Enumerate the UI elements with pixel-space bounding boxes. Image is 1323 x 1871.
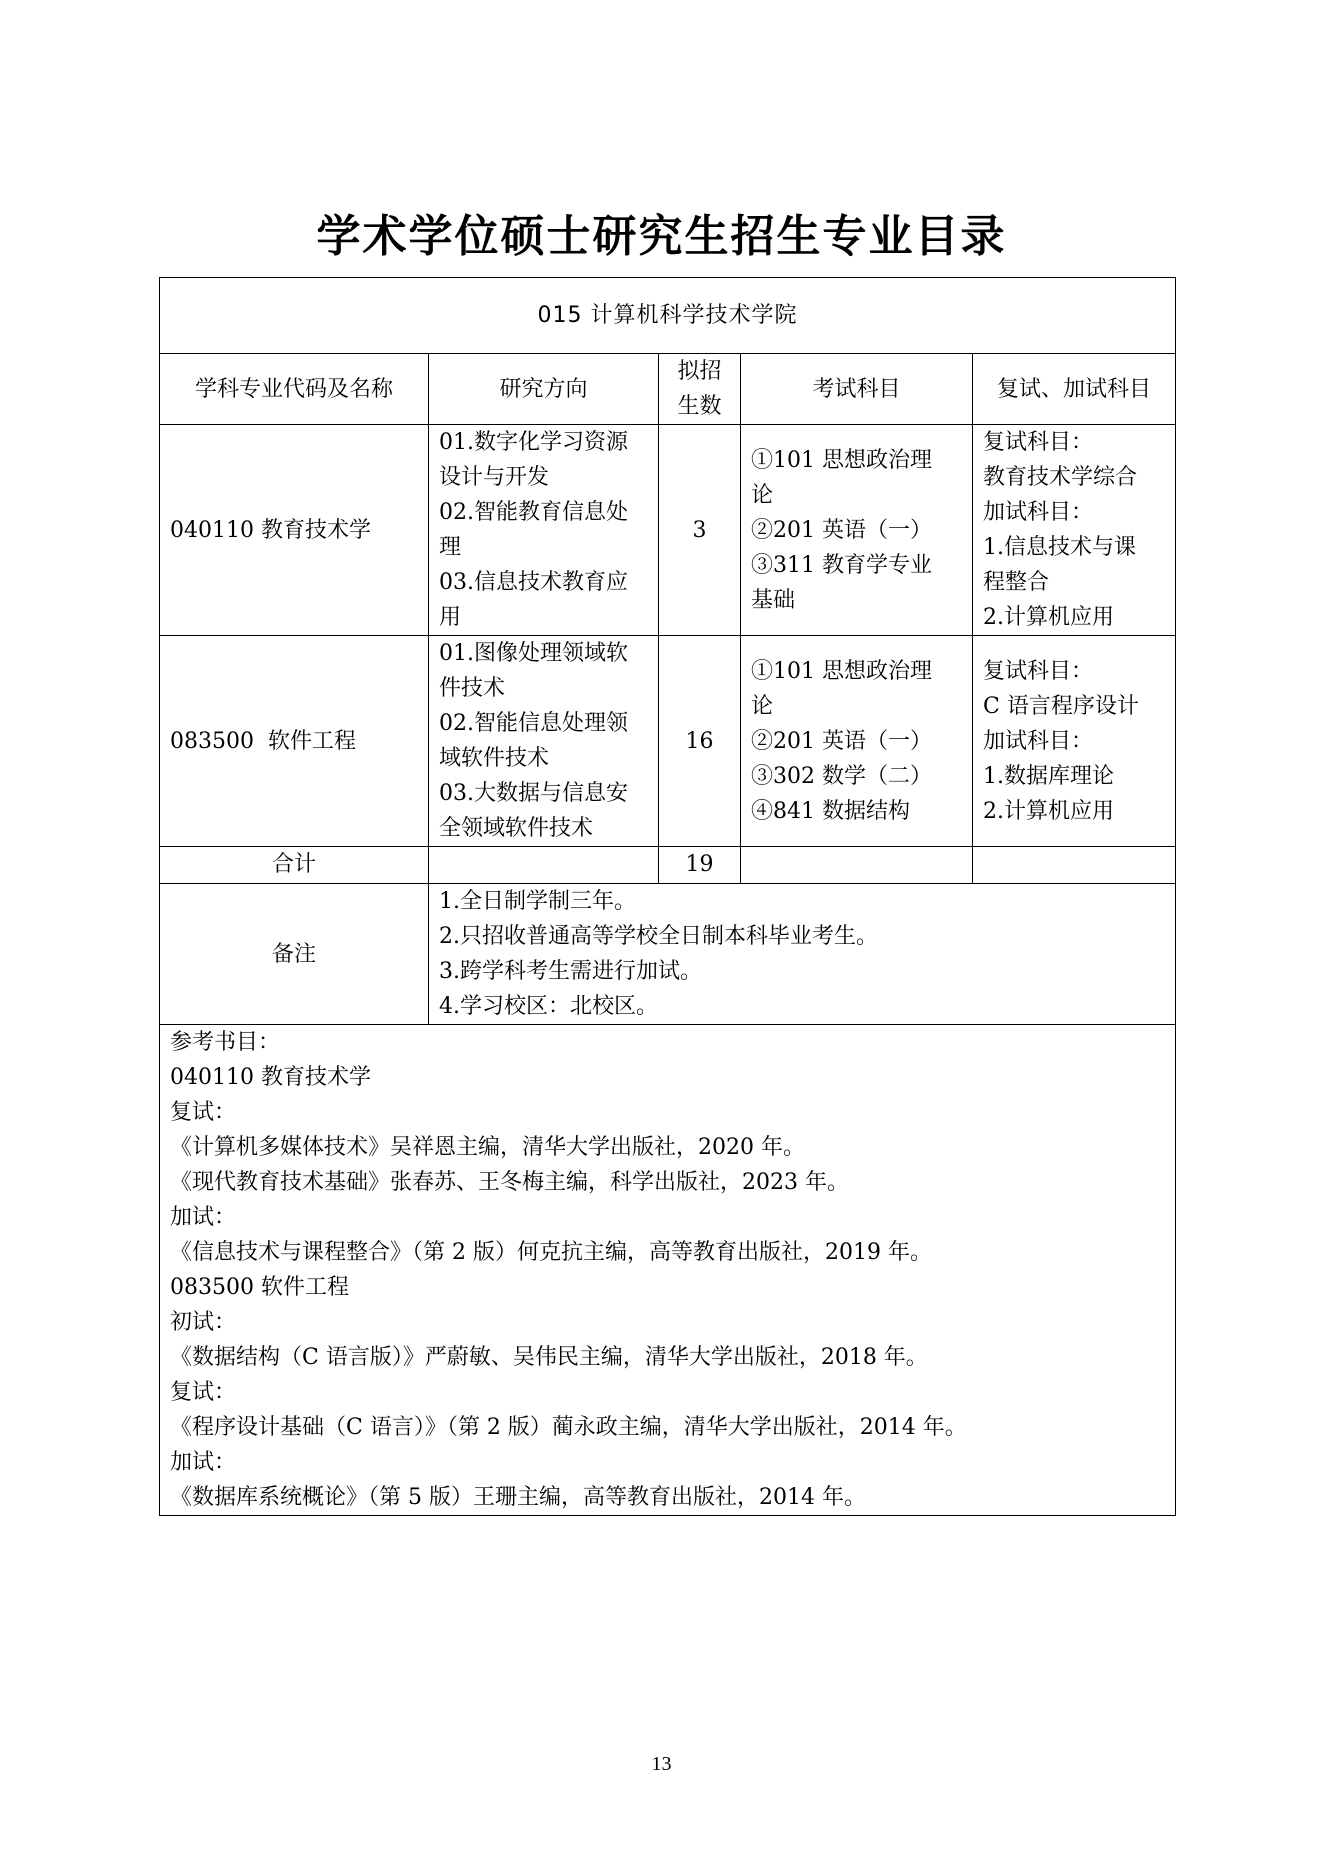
- header-quota-line1: 拟招: [677, 359, 722, 384]
- remarks-row: [160, 884, 1176, 1025]
- retest-line: 复试科目：: [983, 658, 1094, 684]
- page-number: 13: [651, 1753, 672, 1775]
- header-row: [160, 354, 1176, 425]
- direction-cell: [429, 636, 659, 847]
- quota-cell: 3: [659, 425, 741, 636]
- reference-line: 加试：: [170, 1450, 237, 1475]
- direction-line: 02.智能信息处理领: [439, 711, 628, 736]
- reference-line: 《数据结构（C 语言版）》严蔚敏、吴伟民主编，清华大学出版社，2018 年。: [170, 1345, 928, 1370]
- catalog-table: [159, 277, 1176, 1516]
- exam-line: ④841 数据结构: [751, 798, 910, 824]
- reference-line: 初试：: [170, 1310, 237, 1335]
- direction-line: 03.大数据与信息安: [439, 781, 628, 806]
- reference-line: 083500 软件工程: [170, 1275, 349, 1300]
- reference-line: 《数据库系统概论》（第 5 版）王珊主编，高等教育出版社，2014 年。: [170, 1485, 866, 1510]
- retest-line: 1.信息技术与课: [983, 535, 1136, 560]
- header-quota-line2: 生数: [677, 394, 722, 419]
- retest-line: 2.计算机应用: [983, 605, 1114, 630]
- major-cell: 083500 软件工程: [160, 636, 429, 847]
- reference-line: 《计算机多媒体技术》吴祥恩主编，清华大学出版社，2020 年。: [170, 1135, 805, 1160]
- total-empty-cell: [429, 847, 659, 884]
- exam-cell: [741, 636, 973, 847]
- retest-line: 2.计算机应用: [983, 798, 1114, 824]
- retest-line: 加试科目：: [983, 500, 1094, 525]
- reference-line: 《现代教育技术基础》张春苏、王冬梅主编，科学出版社，2023 年。: [170, 1170, 849, 1195]
- exam-line: ①101 思想政治理: [751, 447, 932, 473]
- retest-cell: [973, 636, 1176, 847]
- retest-line: 复试科目：: [983, 430, 1094, 455]
- direction-line: 域软件技术: [439, 746, 550, 771]
- header-major: 学科专业代码及名称: [160, 354, 429, 425]
- retest-line: 程整合: [983, 570, 1050, 595]
- direction-line: 01.数字化学习资源: [439, 430, 628, 455]
- total-quota: 19: [659, 847, 741, 884]
- exam-line: 基础: [751, 587, 796, 613]
- total-empty-cell: [973, 847, 1176, 884]
- college-name: 015 计算机科学技术学院: [160, 278, 1176, 354]
- header-direction: 研究方向: [429, 354, 659, 425]
- exam-cell: [741, 425, 973, 636]
- direction-line: 03.信息技术教育应: [439, 570, 628, 595]
- retest-line: 1.数据库理论: [983, 763, 1114, 789]
- direction-line: 设计与开发: [439, 465, 550, 490]
- page-title: 学术学位硕士研究生招生专业目录: [316, 211, 1007, 262]
- quota-cell: 16: [659, 636, 741, 847]
- total-empty-cell: [741, 847, 973, 884]
- remark-item: 3.跨学科考生需进行加试。: [439, 959, 702, 984]
- reference-line: 复试：: [170, 1380, 237, 1405]
- reference-line: 复试：: [170, 1100, 237, 1125]
- remark-item: 4.学习校区：北校区。: [439, 994, 658, 1019]
- header-retest: 复试、加试科目: [973, 354, 1176, 425]
- exam-line: ②201 英语（一）: [751, 517, 932, 543]
- table-row: [160, 636, 1176, 847]
- retest-cell: [973, 425, 1176, 636]
- exam-line: 论: [751, 693, 774, 719]
- retest-line: 加试科目：: [983, 728, 1094, 754]
- total-row: [160, 847, 1176, 884]
- total-label: 合计: [160, 847, 429, 884]
- reference-line: 《信息技术与课程整合》（第 2 版）何克抗主编，高等教育出版社，2019 年。: [170, 1240, 932, 1265]
- header-exam: 考试科目: [741, 354, 973, 425]
- direction-line: 理: [439, 535, 462, 560]
- table-row: [160, 425, 1176, 636]
- reference-line: 加试：: [170, 1205, 237, 1230]
- major-cell: 040110 教育技术学: [160, 425, 429, 636]
- reference-line: 《程序设计基础（C 语言）》（第 2 版）蔺永政主编，清华大学出版社，2014 年。: [170, 1415, 967, 1440]
- exam-line: ①101 思想政治理: [751, 658, 932, 684]
- remarks-cell: [429, 884, 1176, 1025]
- direction-line: 件技术: [439, 676, 506, 701]
- direction-line: 用: [439, 605, 462, 630]
- direction-line: 01.图像处理领域软: [439, 641, 628, 666]
- exam-line: ③302 数学（二）: [751, 763, 932, 789]
- exam-line: ②201 英语（一）: [751, 728, 932, 754]
- header-quota: [659, 354, 741, 425]
- exam-line: ③311 教育学专业: [751, 552, 932, 578]
- retest-line: 教育技术学综合: [983, 465, 1138, 490]
- direction-line: 全领域软件技术: [439, 816, 594, 841]
- remarks-label: 备注: [160, 884, 429, 1025]
- reference-line: 040110 教育技术学: [170, 1065, 371, 1090]
- remark-item: 2.只招收普通高等学校全日制本科毕业考生。: [439, 924, 878, 949]
- remark-item: 1.全日制学制三年。: [439, 889, 636, 914]
- references-row: [160, 1025, 1176, 1516]
- direction-line: 02.智能教育信息处: [439, 500, 628, 525]
- references-cell: [160, 1025, 1176, 1516]
- direction-cell: [429, 425, 659, 636]
- retest-line: C 语言程序设计: [983, 693, 1139, 719]
- reference-line: 参考书目：: [170, 1030, 281, 1055]
- exam-line: 论: [751, 482, 774, 508]
